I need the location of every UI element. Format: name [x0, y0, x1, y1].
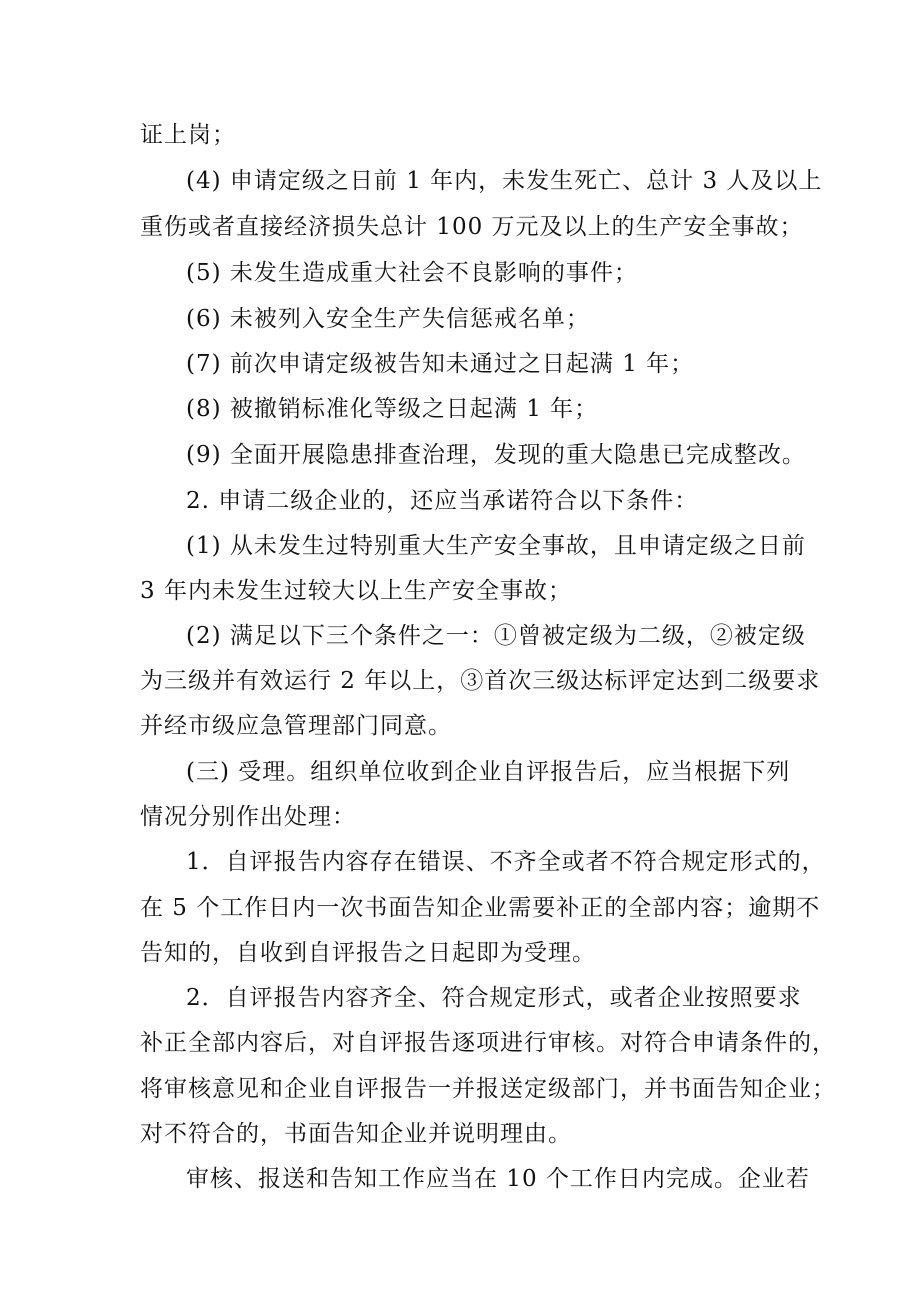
- text-line: (4) 申请定级之日前 1 年内，未发生死亡、总计 3 人及以上: [186, 168, 823, 194]
- text-line: 证上岗；: [140, 122, 236, 148]
- text-line: 补正全部内容后，对自评报告逐项进行审核。对符合申请条件的，: [140, 1030, 836, 1056]
- text-line: 2. 申请二级企业的，还应当承诺符合以下条件：: [186, 488, 699, 514]
- text-line: 审核、报送和告知工作应当在 10 个工作日内完成。企业若: [186, 1166, 810, 1192]
- text-line: 为三级并有效运行 2 年以上，③首次三级达标评定达到二级要求: [140, 668, 821, 694]
- text-line: 重伤或者直接经济损失总计 100 万元及以上的生产安全事故；: [140, 214, 804, 240]
- text-line: 1．自评报告内容存在错误、不齐全或者不符合规定形式的，: [186, 849, 826, 875]
- text-line: 将审核意见和企业自评报告一并报送定级部门，并书面告知企业；: [140, 1076, 836, 1102]
- text-line: 对不符合的，书面告知企业并说明理由。: [140, 1121, 572, 1147]
- text-line: 3 年内未发生过较大以上生产安全事故；: [140, 578, 572, 604]
- text-line: (9) 全面开展隐患排查治理，发现的重大隐患已完成整改。: [186, 442, 806, 468]
- text-line: (2) 满足以下三个条件之一：①曾被定级为二级，②被定级: [186, 623, 806, 649]
- text-line: (三) 受理。组织单位收到企业自评报告后，应当根据下列: [186, 759, 791, 785]
- text-line: (1) 从未发生过特别重大生产安全事故，且申请定级之日前: [186, 533, 806, 559]
- text-line: 情况分别作出处理：: [140, 804, 356, 830]
- text-line: (8) 被撤销标准化等级之日起满 1 年；: [186, 396, 599, 422]
- text-line: (7) 前次申请定级被告知未通过之日起满 1 年；: [186, 351, 695, 377]
- text-line: 并经市级应急管理部门同意。: [140, 713, 452, 739]
- text-line: (5) 未发生造成重大社会不良影响的事件；: [186, 260, 638, 286]
- text-line: 在 5 个工作日内一次书面告知企业需要补正的全部内容；逾期不: [140, 895, 821, 921]
- text-line: (6) 未被列入安全生产失信惩戒名单；: [186, 306, 590, 332]
- text-line: 告知的，自收到自评报告之日起即为受理。: [140, 940, 596, 966]
- text-line: 2．自评报告内容齐全、符合规定形式，或者企业按照要求: [186, 985, 802, 1011]
